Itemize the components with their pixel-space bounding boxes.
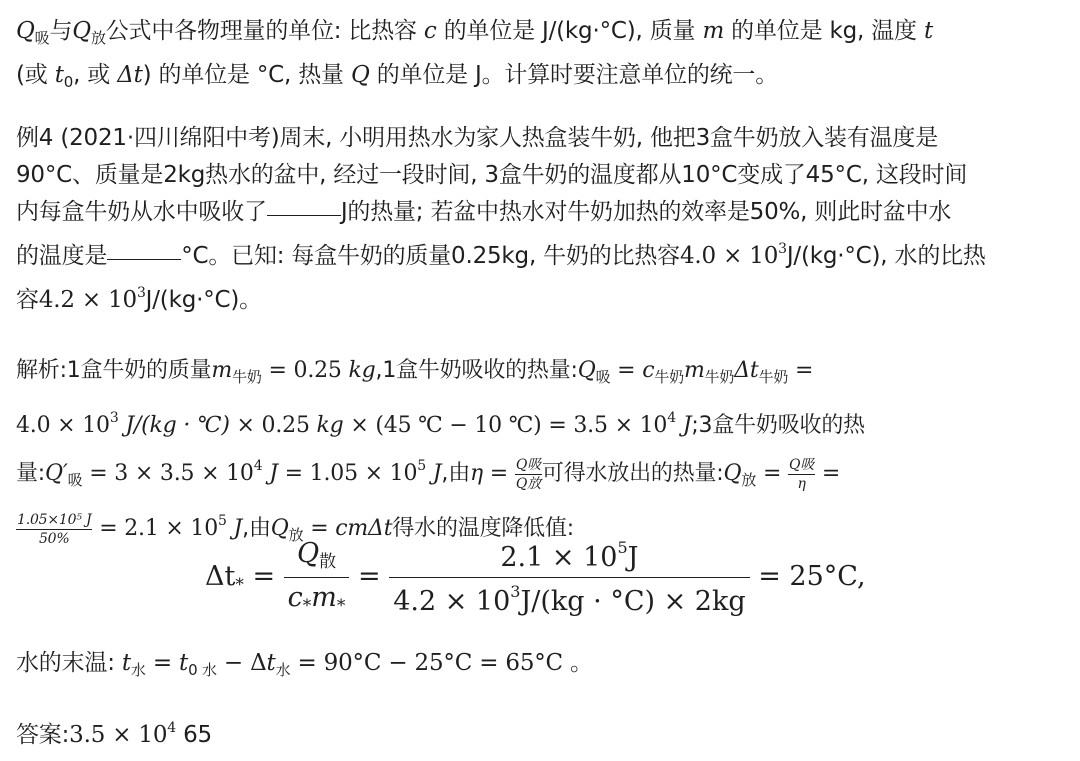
heat-over-percent-fraction: $\frac{\text{1.05×10⁵ J}}{50\%}$	[17, 511, 92, 547]
answer-blank-1	[267, 214, 341, 216]
analysis-line-3: 量$:Q'_吸 = 3 \times 3.5 \times 10^4$ $J = 1.05 \times 10^5$ J,由η = $\frac{\text{Q吸}}{\text{Q放}}$ 可得水放出的热量$:Q_放$ = $\frac{\text{Q吸}}{\eta}$ =	[16, 456, 841, 492]
heat-over-cm-fraction: $\frac{Q_散}{c_*m_*}$	[284, 540, 350, 615]
answer-blank-2	[107, 258, 181, 260]
numeric-fraction: $\frac{2.1 \times 10^5J}{4.2 \times 10^3J/(kg \cdot ^\circ C) \times 2kg}$	[389, 540, 749, 615]
heat-over-eta-fraction: $\frac{\text{Q吸}}{\eta}$	[789, 456, 815, 492]
efficiency-fraction: $\frac{\text{Q吸}}{\text{Q放}}$	[515, 456, 541, 492]
analysis	[16, 350, 1068, 556]
example-line-2: 90°C、质量是2kg热水的盆中, 经过一段时间, 3盒牛奶的温度都从10°C变成了45°C, 这段时间	[16, 162, 968, 188]
example-line-5: 容$4.2 \times 10^3J/(kg\cdot^\circ C)$。	[16, 285, 262, 313]
analysis-line-1: 解析:1盒牛奶的质量$m_{牛奶} = 0.25$ kg,1盒牛奶吸收的热量$:Q_吸 = c_{牛奶}m_{牛奶}\Delta t_{牛奶}$ =	[16, 358, 814, 386]
units-note-line-1: $Q_吸$与$Q_放$公式中各物理量的单位: 比热容 c 的单位是 J/(kg·°C), 质量 m 的单位是 kg, 温度 t	[16, 18, 933, 47]
analysis-line-2: $4.0 \times 10^3$ J/(kg · ℃) × 0.25 kg × (45 ℃ − 10 ℃) = $3.5 \times 10^4$ J;3盒牛奶吸收的热	[16, 410, 865, 438]
example-line-4: 的温度是 °C。已知: 每盒牛奶的质量0.25kg, 牛奶的比热容$4.0 \times 10^3J/(kg\cdot^\circ C)$, 水的比热	[16, 241, 986, 269]
display-equation: $\Delta t_*$ = $\frac{Q_散}{c_*m_*}$ = $\frac{2.1 \times 10^5J}{4.2 \times 10^3J/(kg \cdot ^\circ C) \times 2kg}$ = 25°C,	[205, 538, 866, 617]
answer: 答案:3.5 × $10^4$ 65	[16, 720, 212, 748]
example-problem	[16, 120, 1068, 319]
analysis-line-4: $\frac{\text{1.05×10⁵ J}}{50\%}$ = $2.1 \times 10^5$ J,由$Q_放 = cm\Delta t$得水的温度降低值:	[17, 511, 574, 547]
units-note-line-2: (或 $t_0$, 或 Δt) 的单位是 °C, 热量 Q 的单位是 J。计算时要注意单位的统一。	[16, 62, 779, 91]
units-note	[16, 13, 1068, 101]
example-line-1: 例4 (2021·四川绵阳中考)周末, 小明用热水为家人热盒装牛奶, 他把3盒牛奶放入装有温度是	[16, 125, 939, 151]
final-temperature: 水的末温: $t_水 = t_{0 水} - \Delta t_水 = 90^\circ C - 25^\circ C = 65^\circ C$ 。	[16, 650, 593, 679]
example-line-3: 内每盒牛奶从水中吸收了 J的热量; 若盆中热水对牛奶加热的效率是50%, 则此时盆中水	[16, 199, 952, 225]
